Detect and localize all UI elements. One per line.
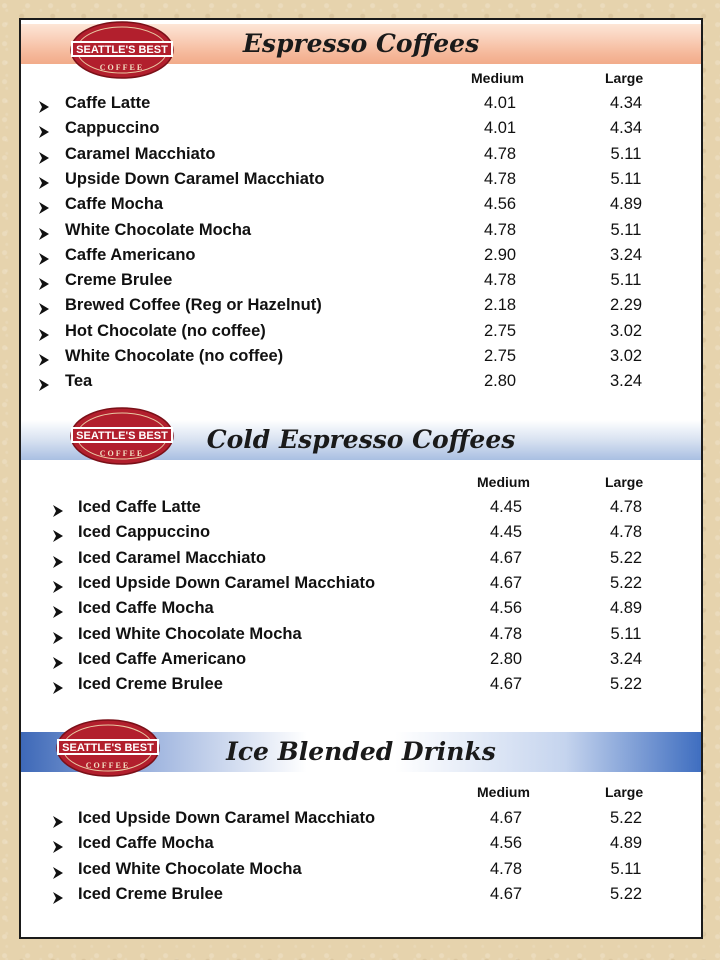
item-name: Iced White Chocolate Mocha (78, 859, 302, 878)
price-large: 5.22 (609, 573, 643, 592)
price-medium: 2.18 (483, 296, 517, 315)
price-large: 4.34 (609, 94, 643, 112)
svg-text:SEATTLE'S BEST: SEATTLE'S BEST (76, 44, 168, 56)
price-large: 4.89 (609, 834, 643, 853)
menu-item-row (21, 293, 701, 318)
menu-item-row (21, 857, 701, 882)
price-medium: 2.80 (483, 372, 517, 391)
menu-item-row (21, 647, 701, 672)
price-medium: 4.78 (489, 859, 523, 878)
menu-item-row (21, 167, 701, 192)
svg-text:SEATTLE'S BEST: SEATTLE'S BEST (76, 430, 168, 442)
seattles-best-logo (69, 406, 175, 466)
item-name: Hot Chocolate (no coffee) (65, 321, 266, 340)
item-name: Iced Cappuccino (78, 523, 211, 542)
arrow-bullet-icon (37, 198, 51, 212)
menu-card (19, 18, 703, 939)
item-name: Iced Creme Brulee (78, 884, 223, 903)
arrow-bullet-icon (37, 274, 51, 288)
price-medium: 4.78 (483, 271, 517, 290)
column-header-medium: Medium (477, 474, 530, 490)
menu-item-row (21, 596, 701, 621)
seattles-best-logo (69, 20, 175, 80)
svg-text:COFFEE: COFFEE (85, 761, 131, 770)
menu-item-row (21, 243, 701, 268)
price-medium: 4.78 (483, 144, 517, 163)
price-large: 4.78 (609, 523, 643, 542)
price-medium: 4.78 (483, 169, 517, 188)
menu-item-row (21, 218, 701, 243)
arrow-bullet-icon (37, 97, 51, 111)
menu-item-row (21, 882, 701, 907)
item-name: Iced Caramel Macchiato (78, 548, 266, 567)
menu-item-row (21, 344, 701, 369)
item-name: Brewed Coffee (Reg or Hazelnut) (65, 296, 322, 315)
price-large: 5.22 (609, 884, 643, 903)
svg-text:COFFEE: COFFEE (99, 449, 145, 458)
column-header-large: Large (605, 70, 644, 86)
price-large: 3.02 (609, 347, 643, 365)
price-large: 5.11 (610, 624, 642, 643)
arrow-bullet-icon (37, 148, 51, 162)
price-medium: 4.45 (489, 498, 523, 516)
arrow-bullet-icon (51, 653, 65, 667)
menu-item-row (21, 116, 701, 141)
menu-item-row (21, 91, 701, 116)
arrow-bullet-icon (51, 812, 65, 826)
section-title: Espresso Coffees (242, 29, 480, 58)
section-title: Ice Blended Drinks (226, 737, 496, 766)
item-name: Iced Caffe Americano (78, 649, 247, 668)
arrow-bullet-icon (51, 888, 65, 902)
arrow-bullet-icon (37, 299, 51, 313)
item-name: Iced Upside Down Caramel Macchiato (78, 809, 376, 827)
price-large: 5.11 (610, 859, 642, 878)
item-name: Iced Creme Brulee (78, 675, 223, 694)
menu-item-row (21, 571, 701, 596)
arrow-bullet-icon (51, 863, 65, 877)
item-name: Iced Caffe Mocha (78, 834, 214, 853)
menu-item-row (21, 672, 701, 697)
column-header-large: Large (605, 784, 644, 800)
price-medium: 4.01 (483, 119, 517, 138)
arrow-bullet-icon (37, 350, 51, 364)
item-name: Iced Caffe Latte (78, 498, 201, 516)
price-large: 5.22 (609, 548, 643, 567)
price-large: 5.11 (610, 271, 642, 290)
arrow-bullet-icon (37, 249, 51, 263)
price-medium: 4.56 (489, 834, 523, 853)
menu-item-row (21, 369, 701, 394)
menu-item-row (21, 192, 701, 217)
arrow-bullet-icon (51, 501, 65, 515)
section-title: Cold Espresso Coffees (206, 425, 516, 454)
arrow-bullet-icon (37, 173, 51, 187)
arrow-bullet-icon (51, 577, 65, 591)
item-name: White Chocolate (no coffee) (65, 347, 284, 365)
price-large: 3.24 (609, 372, 643, 391)
price-large: 5.22 (609, 809, 643, 827)
price-large: 5.11 (610, 169, 642, 188)
menu-item-row (21, 622, 701, 647)
column-header-medium: Medium (471, 70, 524, 86)
menu-item-row (21, 546, 701, 571)
price-medium: 4.67 (489, 809, 523, 827)
price-medium: 2.75 (483, 347, 517, 365)
menu-item-row (21, 806, 701, 831)
price-medium: 2.75 (483, 321, 517, 340)
menu-item-row (21, 495, 701, 520)
arrow-bullet-icon (37, 325, 51, 339)
price-large: 5.11 (610, 144, 642, 163)
price-large: 3.24 (609, 245, 643, 264)
arrow-bullet-icon (51, 678, 65, 692)
price-medium: 4.78 (483, 220, 517, 239)
seattles-best-logo (55, 718, 161, 778)
item-name: Iced Caffe Mocha (78, 599, 214, 618)
menu-item-row (21, 268, 701, 293)
price-large: 4.89 (609, 599, 643, 618)
menu-item-row (21, 142, 701, 167)
price-medium: 4.67 (489, 884, 523, 903)
column-header-medium: Medium (477, 784, 530, 800)
price-medium: 4.67 (489, 573, 523, 592)
price-large: 4.89 (609, 195, 643, 214)
price-medium: 2.90 (483, 245, 517, 264)
arrow-bullet-icon (51, 552, 65, 566)
svg-text:COFFEE: COFFEE (99, 63, 145, 72)
price-large: 5.22 (609, 675, 643, 694)
menu-item-row (21, 319, 701, 344)
price-medium: 4.01 (483, 94, 517, 112)
item-name: Tea (65, 372, 93, 391)
item-name: Caffe Mocha (65, 195, 164, 214)
item-name: White Chocolate Mocha (65, 220, 252, 239)
arrow-bullet-icon (51, 602, 65, 616)
price-medium: 4.67 (489, 548, 523, 567)
arrow-bullet-icon (51, 628, 65, 642)
item-name: Iced White Chocolate Mocha (78, 624, 302, 643)
item-name: Cappuccino (65, 119, 160, 138)
price-medium: 4.56 (489, 599, 523, 618)
arrow-bullet-icon (51, 837, 65, 851)
arrow-bullet-icon (37, 122, 51, 136)
item-name: Creme Brulee (65, 271, 173, 290)
price-large: 2.29 (609, 296, 643, 315)
price-medium: 4.78 (489, 624, 523, 643)
item-name: Caffe Americano (65, 245, 196, 264)
menu-item-row (21, 831, 701, 856)
price-large: 3.24 (609, 649, 643, 668)
price-medium: 4.45 (489, 523, 523, 542)
item-name: Iced Upside Down Caramel Macchiato (78, 573, 376, 592)
price-large: 3.02 (609, 321, 643, 340)
price-medium: 2.80 (489, 649, 523, 668)
item-name: Caffe Latte (65, 94, 151, 112)
arrow-bullet-icon (37, 224, 51, 238)
price-large: 4.34 (609, 119, 643, 138)
svg-text:SEATTLE'S BEST: SEATTLE'S BEST (62, 742, 154, 754)
item-name: Caramel Macchiato (65, 144, 216, 163)
arrow-bullet-icon (51, 526, 65, 540)
price-large: 5.11 (610, 220, 642, 239)
price-medium: 4.56 (483, 195, 517, 214)
arrow-bullet-icon (37, 375, 51, 389)
price-large: 4.78 (609, 498, 643, 516)
column-header-large: Large (605, 474, 644, 490)
menu-item-row (21, 520, 701, 545)
item-name: Upside Down Caramel Macchiato (65, 169, 325, 188)
price-medium: 4.67 (489, 675, 523, 694)
